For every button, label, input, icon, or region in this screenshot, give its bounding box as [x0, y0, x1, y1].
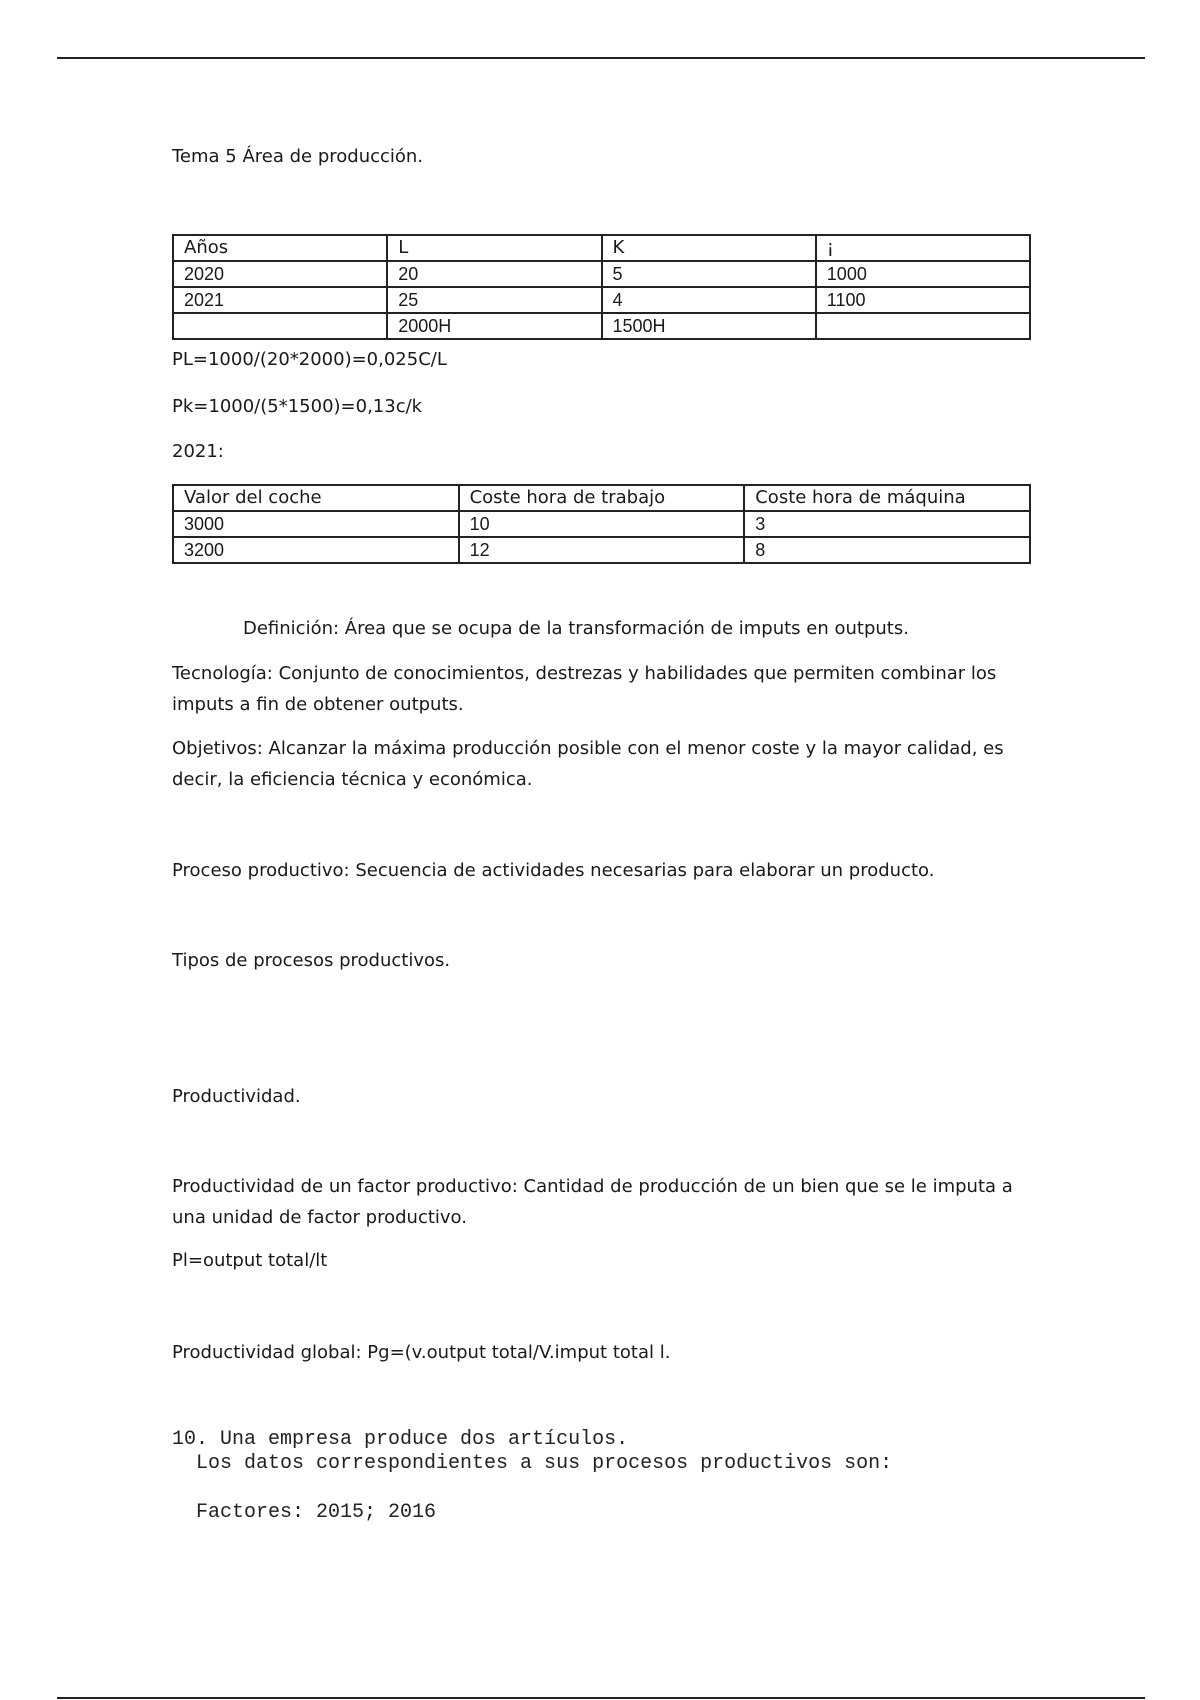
table-row	[173, 261, 1030, 287]
table-row	[173, 313, 1030, 339]
table-cell: 1500H	[602, 313, 816, 339]
table-cell: 25	[387, 287, 601, 313]
bottom-rule	[57, 1697, 1145, 1699]
table-cell: 4	[602, 287, 816, 313]
table-cell: 1000	[816, 261, 1030, 287]
header-cell: Coste hora de trabajo	[459, 485, 745, 511]
formula-pk: Pk=1000/(5*1500)=0,13c/k	[172, 396, 423, 417]
header-cell: K	[602, 235, 816, 261]
header-cell: Años	[173, 235, 387, 261]
header-cell: Coste hora de máquina	[744, 485, 1030, 511]
table-cell: 3200	[173, 537, 459, 563]
tipos-heading: Tipos de procesos productivos.	[172, 950, 451, 971]
table-cell	[816, 313, 1030, 339]
productividad-factor-paragraph: Productividad de un factor productivo: Cantidad de producción de un bien que se le imputa a una unidad de factor productivo.	[172, 1176, 1013, 1228]
table-cell: 12	[459, 537, 745, 563]
table-row	[173, 537, 1030, 563]
page-title: Tema 5 Área de producción.	[172, 146, 424, 167]
formula-pl-output: Pl=output total/lt	[172, 1250, 328, 1271]
tecnologia-paragraph: Tecnología: Conjunto de conocimientos, destrezas y habilidades que permiten combinar los imputs a fin de obtener outputs.	[172, 663, 997, 715]
header-cell: ¡	[816, 235, 1030, 261]
proceso-paragraph: Proceso productivo: Secuencia de actividades necesarias para elaborar un producto.	[172, 860, 935, 881]
table-cell	[173, 313, 387, 339]
header-cell: L	[387, 235, 601, 261]
table-header-row	[173, 235, 1030, 261]
objetivos-paragraph: Objetivos: Alcanzar la máxima producción posible con el menor coste y la mayor calidad, es decir, la eficiencia técnica y económica.	[172, 738, 1004, 790]
table-cell: 2000H	[387, 313, 601, 339]
table-cell: 8	[744, 537, 1030, 563]
years-table	[172, 234, 1031, 340]
top-rule	[57, 57, 1145, 59]
exercise-line-2: Los datos correspondientes a sus procesos productivos son:	[172, 1452, 893, 1475]
table-row	[173, 511, 1030, 537]
table-cell: 10	[459, 511, 745, 537]
table-cell: 2021	[173, 287, 387, 313]
table-cell: 20	[387, 261, 601, 287]
table-cell: 5	[602, 261, 816, 287]
year-label: 2021:	[172, 441, 224, 462]
productividad-global-paragraph: Productividad global: Pg=(v.output total/V.imput total l.	[172, 1342, 671, 1363]
exercise-line-1: 10. Una empresa produce dos artículos.	[172, 1428, 629, 1451]
table-cell: 2020	[173, 261, 387, 287]
definicion-paragraph: Definición: Área que se ocupa de la transformación de imputs en outputs.	[243, 618, 909, 639]
table-header-row	[173, 485, 1030, 511]
table-row	[173, 287, 1030, 313]
table-cell: 1100	[816, 287, 1030, 313]
table-cell: 3	[744, 511, 1030, 537]
costs-table	[172, 484, 1031, 564]
exercise-line-3: Factores: 2015; 2016	[172, 1501, 437, 1524]
productividad-heading: Productividad.	[172, 1086, 301, 1107]
formula-pl: PL=1000/(20*2000)=0,025C/L	[172, 349, 447, 370]
table-cell: 3000	[173, 511, 459, 537]
header-cell: Valor del coche	[173, 485, 459, 511]
